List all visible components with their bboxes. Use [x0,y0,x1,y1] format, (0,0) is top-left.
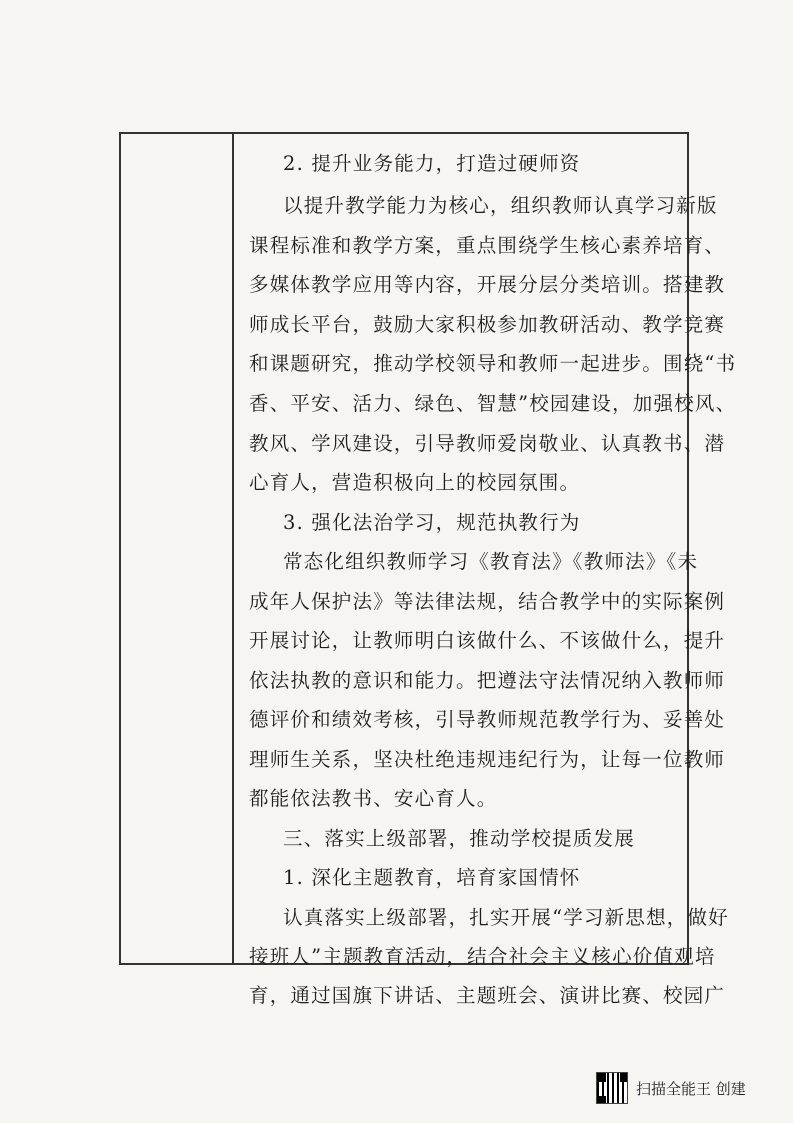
watermark-text: 扫描全能王 创建 [636,1079,746,1098]
paragraph-line: 以提升教学能力为核心，组织教师认真学习新版 [283,194,718,217]
paragraph-line: 心育人，营造积极向上的校园氛围。 [249,471,581,494]
scanner-watermark [596,1072,746,1104]
paragraph-line: 多媒体教学应用等内容，开展分层分类培训。搭建教 [249,273,726,296]
paragraph-line: 师成长平台，鼓励大家积极参加教研活动、教学竞赛 [249,313,726,336]
paragraph-line: 开展讨论，让教师明白该做什么、不该做什么，提升 [249,629,726,652]
section-heading-3: 三、落实上级部署，推动学校提质发展 [283,827,635,850]
paragraph-line: 教风、学风建设，引导教师爱岗敬业、认真教书、潜 [249,432,726,455]
paragraph-line: 依法执教的意识和能力。把遵法守法情况纳入教师师 [249,669,726,692]
paragraph-line: 都能依法教书、安心育人。 [249,787,498,810]
subheading-3: 3. 强化法治学习，规范执教行为 [283,511,581,534]
paragraph-line: 德评价和绩效考核，引导教师规范教学行为、妥善处 [249,708,726,731]
paragraph-line: 接班人”主题教育活动，结合社会主义核心价值观培 [249,945,716,968]
paragraph-line: 常态化组织教师学习《教育法》《教师法》《未 [283,550,699,573]
paragraph-line: 课程标准和教学方案，重点围绕学生核心素养培育、 [249,234,726,257]
paragraph-line: 香、平安、活力、绿色、智慧”校园建设，加强校风、 [249,392,737,415]
paragraph-line: 育，通过国旗下讲话、主题班会、演讲比赛、校园广 [249,984,726,1007]
subheading-2: 2. 提升业务能力，打造过硬师资 [283,152,581,175]
table-left-column [121,134,234,963]
paragraph-line: 成年人保护法》等法律法规，结合教学中的实际案例 [249,590,726,613]
paragraph-line: 认真落实上级部署，扎实开展“学习新思想，做好 [283,906,729,929]
qr-code-icon [596,1072,628,1104]
table-frame [119,132,737,1007]
paragraph-line: 和课题研究，推动学校领导和教师一起进步。围绕“书 [249,352,737,375]
paragraph-line: 理师生关系，坚决杜绝违规违纪行为，让每一位教师 [249,748,726,771]
subheading-1: 1. 深化主题教育，培育家国情怀 [283,866,581,889]
document-content [235,134,737,1007]
